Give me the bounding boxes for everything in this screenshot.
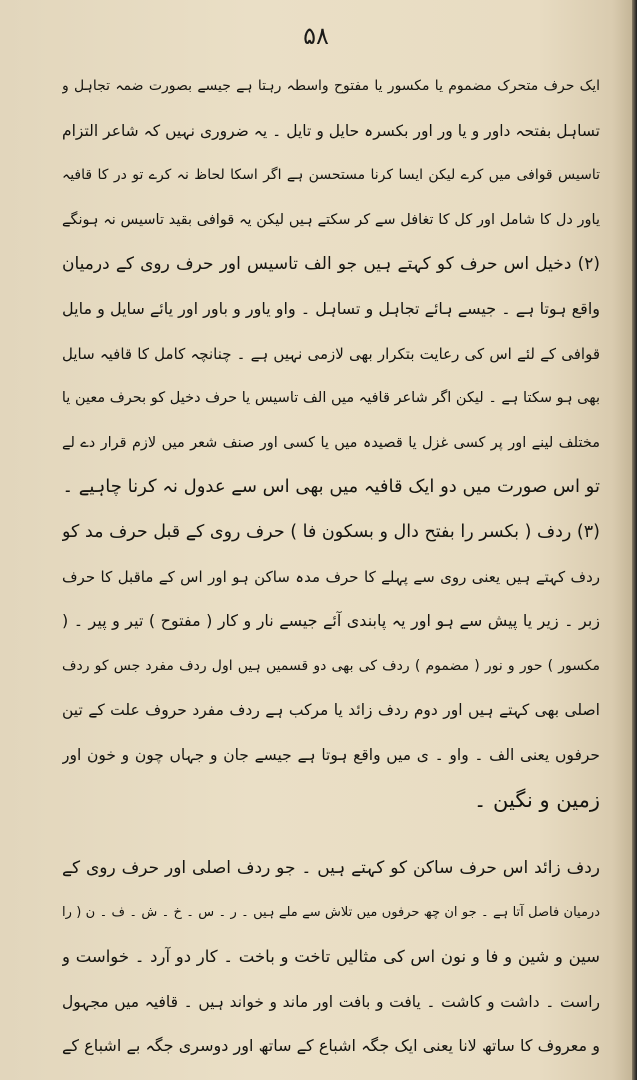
text-line: ردف کہتے ہیں یعنی روی سے پہلے کا حرف مدہ ساکن ہو اور اس کے ماقبل کا حرف xyxy=(62,567,600,586)
text-line: قوافی کے لئے اس کی رعایت بتکرار بھی لازمی نہیں ہے ۔ چنانچہ کامل کا قافیہ سایل xyxy=(62,344,600,363)
text-line: حرفوں یعنی الف ۔ واو ۔ ی میں واقع ہوتا ہے جیسے جان و جہاں چون و خون اور xyxy=(62,745,600,764)
page-text xyxy=(62,64,600,1069)
text-line: تو اس صورت میں دو ایک قافیہ میں بھی اس سے عدول نہ کرنا چاہیے ۔ xyxy=(62,476,600,498)
text-line: (۳) ردف ( بکسر را بفتح دال و بسکون فا ) حرف روی کے قبل حرف مد کو xyxy=(62,521,600,542)
paragraph-gap xyxy=(62,822,600,846)
text-line: مکسور ) حور و نور ( مضموم ) ردف کی بھی دو قسمیں ہیں اول ردف مفرد جس کو ردف xyxy=(62,657,600,674)
text-line: (۲) دخیل اس حرف کو کہتے ہیں جو الف تاسیس اور حرف روی کے درمیان xyxy=(62,254,600,275)
text-line: راست ۔ داشت و کاشت ۔ یافت و بافت اور ماند و خواند ہیں ۔ قافیہ میں مجہول xyxy=(62,992,600,1011)
text-line: واقع ہوتا ہے ۔ جیسے ہائے تجاہل و تساہل ۔ واو یاور و باور اور یائے سایل و مایل xyxy=(62,298,600,318)
text-line: ایک حرف متحرک مضموم یا مکسور یا مفتوح واسطہ رہتا ہے جیسے بصورت ضمہ تجاہل و xyxy=(62,78,600,94)
text-line: بھی ہو سکتا ہے ۔ لیکن اگر شاعر قافیہ میں الف تاسیس یا حرف دخیل کو بحرف معین یا xyxy=(62,390,600,407)
text-line: تساہل بفتحہ داور و یا ور اور بکسرہ حایل و تایل ۔ یہ ضروری نہیں کہ شاعر التزام xyxy=(62,121,600,140)
page-number: ۵۸ xyxy=(303,22,329,50)
text-line: زمین و نگین ۔ xyxy=(474,787,600,812)
text-line: درمیان فاصل آتا ہے ۔ جو ان چھ حرفوں میں تلاش سے ملے ہیں ۔ ر ۔ س ۔ خ ۔ ش ۔ ف ۔ ن ( را xyxy=(62,904,600,920)
text-line: و معروف کا ساتھ لانا یعنی ایک جگہ اشباع کے ساتھ اور دوسری جگہ بے اشباع کے xyxy=(62,1036,600,1056)
text-line: سین و شین و فا و نون اس کی مثالیں تاخت و باخت ۔ کار دو آرد ۔ خواست و xyxy=(62,947,600,967)
text-line: زبر ۔ زیر یا پیش سے ہو اور یہ پابندی آئے جیسے نار و کار ( مفتوح ) تیر و پیر ۔ ( xyxy=(62,611,600,631)
text-line: اصلی بھی کہتے ہیں اور دوم ردف زائد یا مرکب ہے ردف مفرد حروف علت کے تین xyxy=(62,701,600,720)
book-edge-shadow xyxy=(632,0,637,1080)
text-line: مختلف لینے اور پر کسی غزل یا قصیدہ میں یا کسی اور صنف شعر میں لازم قرار دے لے xyxy=(62,434,600,451)
text-line: ردف زائد اس حرف ساکن کو کہتے ہیں ۔ جو ردف اصلی اور حرف روی کے xyxy=(62,858,600,879)
text-line: یاور دل کا شامل اور کل کا تغافل سے کر سکتے ہیں لیکن یہ قوافی بقید تاسیس نہ ہونگے xyxy=(62,211,600,228)
text-line: تاسیس قوافی میں کرے لیکن ایسا کرنا مستحسن ہے اگر اسکا لحاظ نہ کرے تو در کا قافیہ xyxy=(62,167,600,184)
